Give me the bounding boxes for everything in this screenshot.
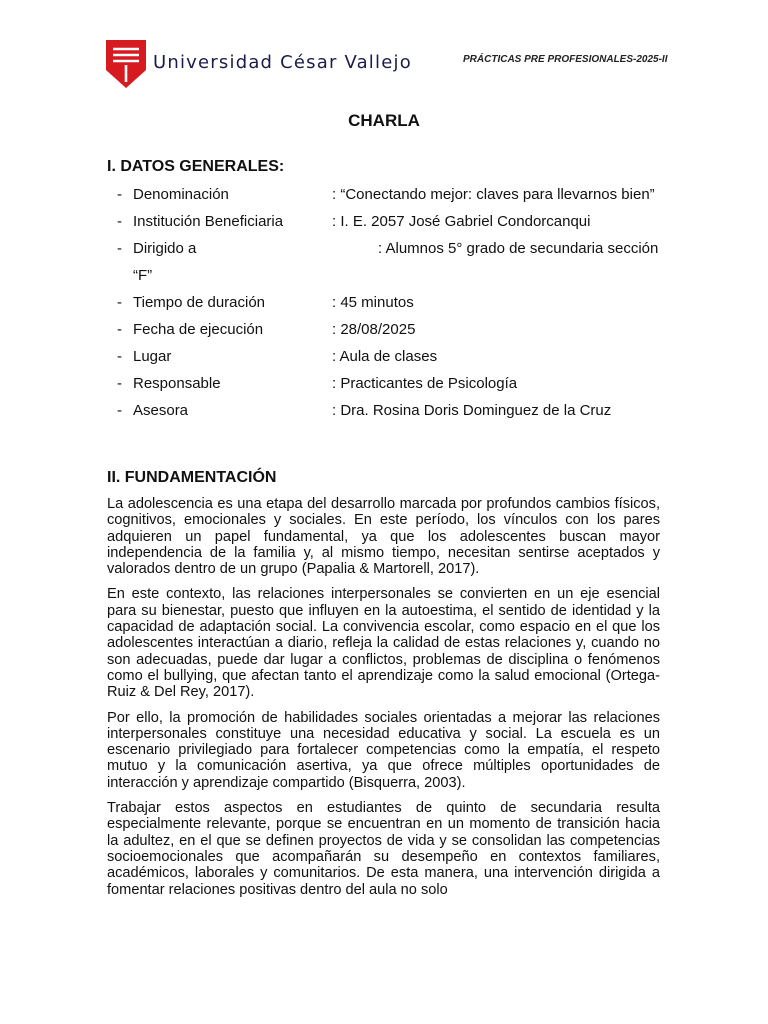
list-dash: - (117, 348, 122, 365)
field-value: : 45 minutos (332, 294, 414, 311)
paragraph: En este contexto, las relaciones interpersonales se convierten en un eje esencial para su bienestar, puesto que influyen en la autoestima, el sentido de identidad y la capacidad de adaptación social. La convivencia escolar, como espacio en el que los adolescentes interactúan a diario, refleja la calidad de estas relaciones y, cuando no son adecuadas, puede dar lugar a conflictos, problemas de disciplina o fenómenos como el bullying, que afectan tanto el aprendizaje como la salud emocional (Ortega-Ruiz & Del Rey, 2017). (107, 586, 660, 701)
section-heading-datos-generales: I. DATOS GENERALES: (107, 158, 285, 175)
field-value: : Alumnos 5° grado de secundaria sección (378, 240, 659, 257)
list-dash: - (117, 240, 122, 257)
field-value-continuation: “F” (133, 267, 153, 284)
list-item (112, 374, 672, 401)
list-dash: - (117, 375, 122, 392)
field-value: : I. E. 2057 José Gabriel Condorcanqui (332, 213, 591, 230)
field-value: : Practicantes de Psicología (332, 375, 518, 392)
datos-generales-list (112, 185, 672, 428)
section-heading-fundamentacion: II. FUNDAMENTACIÓN (107, 469, 277, 486)
paragraph: Trabajar estos aspectos en estudiantes de quinto de secundaria resulta especialmente relevante, porque se encuentran en un momento de transición hacia la adultez, en el que se definen proyectos de vida y se consolidan las competencias socioemocionales que acompañarán su desempeño en contextos familiares, académicos, laborales y comunitarios. De esta manera, una intervención dirigida a fomentar relaciones positivas dentro del aula no solo (107, 800, 660, 898)
paragraph: La adolescencia es una etapa del desarrollo marcada por profundos cambios físicos, cognitivos, emocionales y sociales. En este período, los vínculos con los pares adquieren un papel fundamental, ya que los adolescentes buscan mayor independencia de la familia y, al mismo tiempo, necesitan sentirse aceptados y valorados dentro de un grupo (Papalia & Martorell, 2017). (107, 496, 660, 578)
list-item (112, 293, 672, 320)
field-label: Lugar (133, 348, 172, 365)
field-value: : Dra. Rosina Doris Dominguez de la Cruz (332, 402, 612, 419)
list-item (112, 347, 672, 374)
document-title: CHARLA (348, 111, 420, 130)
university-shield-logo-icon (106, 40, 146, 88)
list-dash: - (117, 294, 122, 311)
field-label: Tiempo de duración (133, 294, 266, 311)
field-value: : Aula de clases (332, 348, 438, 365)
list-dash: - (117, 321, 122, 338)
field-value: : “Conectando mejor: claves para llevarnos bien” (332, 186, 655, 203)
field-value: : 28/08/2025 (332, 321, 416, 338)
field-label: Responsable (133, 375, 221, 392)
page-header (0, 0, 768, 100)
university-name: Universidad César Vallejo (153, 52, 412, 73)
field-label: Dirigido a (133, 240, 197, 257)
fundamentacion-body (107, 496, 660, 907)
field-label: Asesora (133, 402, 189, 419)
list-item (112, 239, 672, 293)
field-label: Fecha de ejecución (133, 321, 264, 338)
list-dash: - (117, 186, 122, 203)
list-item (112, 185, 672, 212)
paragraph: Por ello, la promoción de habilidades sociales orientadas a mejorar las relaciones interpersonales constituye una necesidad educativa y social. La escuela es un escenario privilegiado para fortalecer competencias como la empatía, el respeto mutuo y la comunicación asertiva, ya que ofrece múltiples oportunidades de interacción y aprendizaje compartido (Bisquerra, 2003). (107, 709, 660, 791)
list-dash: - (117, 402, 122, 419)
program-label: PRÁCTICAS PRE PROFESIONALES-2025-II (463, 54, 668, 65)
list-item (112, 401, 672, 428)
field-label: Denominación (133, 186, 229, 203)
list-dash: - (117, 213, 122, 230)
list-item (112, 212, 672, 239)
field-label: Institución Beneficiaria (133, 213, 284, 230)
list-item (112, 320, 672, 347)
